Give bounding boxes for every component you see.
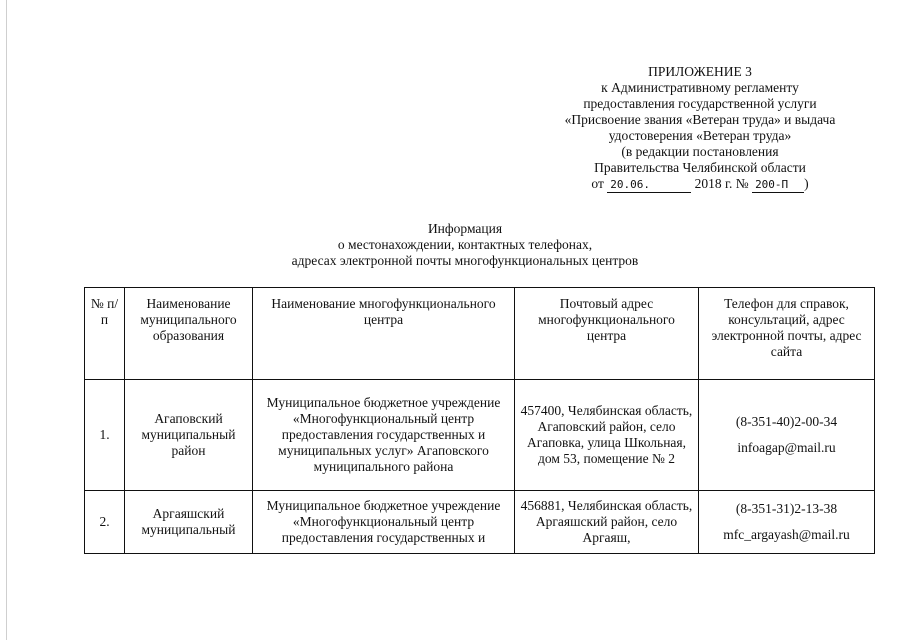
appendix-header: [500, 64, 900, 193]
phone-number: (8-351-31)2-13-38: [735, 501, 838, 516]
table-row: [85, 491, 875, 554]
appendix-line: «Присвоение звания «Ветеран труда» и выдача: [564, 112, 836, 127]
appendix-line: предоставления государственной услуги: [583, 96, 817, 111]
mfc-info-table: [84, 287, 875, 554]
appendix-title: ПРИЛОЖЕНИЕ 3: [648, 64, 752, 79]
phone-number: (8-351-40)2-00-34: [735, 414, 838, 429]
postal-address-cell: 457400, Челябинская область, Агаповский район, село Агаповка, улица Школьная, дом 53, помещение № 2: [515, 380, 699, 491]
row-number: 2.: [85, 491, 125, 554]
appendix-line: (в редакции постановления: [621, 144, 779, 159]
scan-edge-line: [6, 0, 7, 640]
header-contacts: Телефон для справок, консультаций, адрес электронной почты, адрес сайта: [699, 288, 875, 380]
header-postal-address: Почтовый адрес многофункционального центра: [515, 288, 699, 380]
date-prefix: от: [591, 176, 604, 191]
table-header-row: [85, 288, 875, 380]
appendix-line: удостоверения «Ветеран труда»: [608, 128, 792, 143]
document-heading: [230, 221, 700, 269]
municipality-cell: Агаповский муниципальный район: [125, 380, 253, 491]
heading-title: Информация: [427, 221, 503, 236]
contacts-cell: [699, 491, 875, 554]
appendix-line: к Административному регламенту: [601, 80, 799, 95]
postal-address-cell: 456881, Челябинская область, Аргаяшский район, село Аргаяш,: [515, 491, 699, 554]
contacts-cell: [699, 380, 875, 491]
header-number: № п/п: [85, 288, 125, 380]
email-address: infoagap@mail.ru: [737, 440, 836, 455]
heading-line: о местонахождении, контактных телефонах,: [337, 237, 593, 252]
row-number: 1.: [85, 380, 125, 491]
center-name-cell: Муниципальное бюджетное учреждение «Многофункциональный центр предоставления государственных и муниципальных услуг» Агаповского муниципального района: [253, 380, 515, 491]
table-row: [85, 380, 875, 491]
heading-line: адресах электронной почты многофункциональных центров: [291, 253, 639, 268]
year-text: 2018 г. №: [694, 176, 749, 191]
closing-paren: ): [804, 176, 809, 191]
resolution-number: 200-П: [752, 178, 804, 193]
resolution-date: 20.06.: [607, 178, 691, 193]
header-municipality: Наименование муниципального образования: [125, 288, 253, 380]
municipality-cell: Аргаяшский муниципальный: [125, 491, 253, 554]
resolution-date-line: [500, 176, 900, 193]
center-name-cell: Муниципальное бюджетное учреждение «Многофункциональный центр предоставления государственных и: [253, 491, 515, 554]
header-center-name: Наименование многофункционального центра: [253, 288, 515, 380]
appendix-line: Правительства Челябинской области: [594, 160, 806, 175]
email-address: mfc_argayash@mail.ru: [723, 527, 850, 542]
